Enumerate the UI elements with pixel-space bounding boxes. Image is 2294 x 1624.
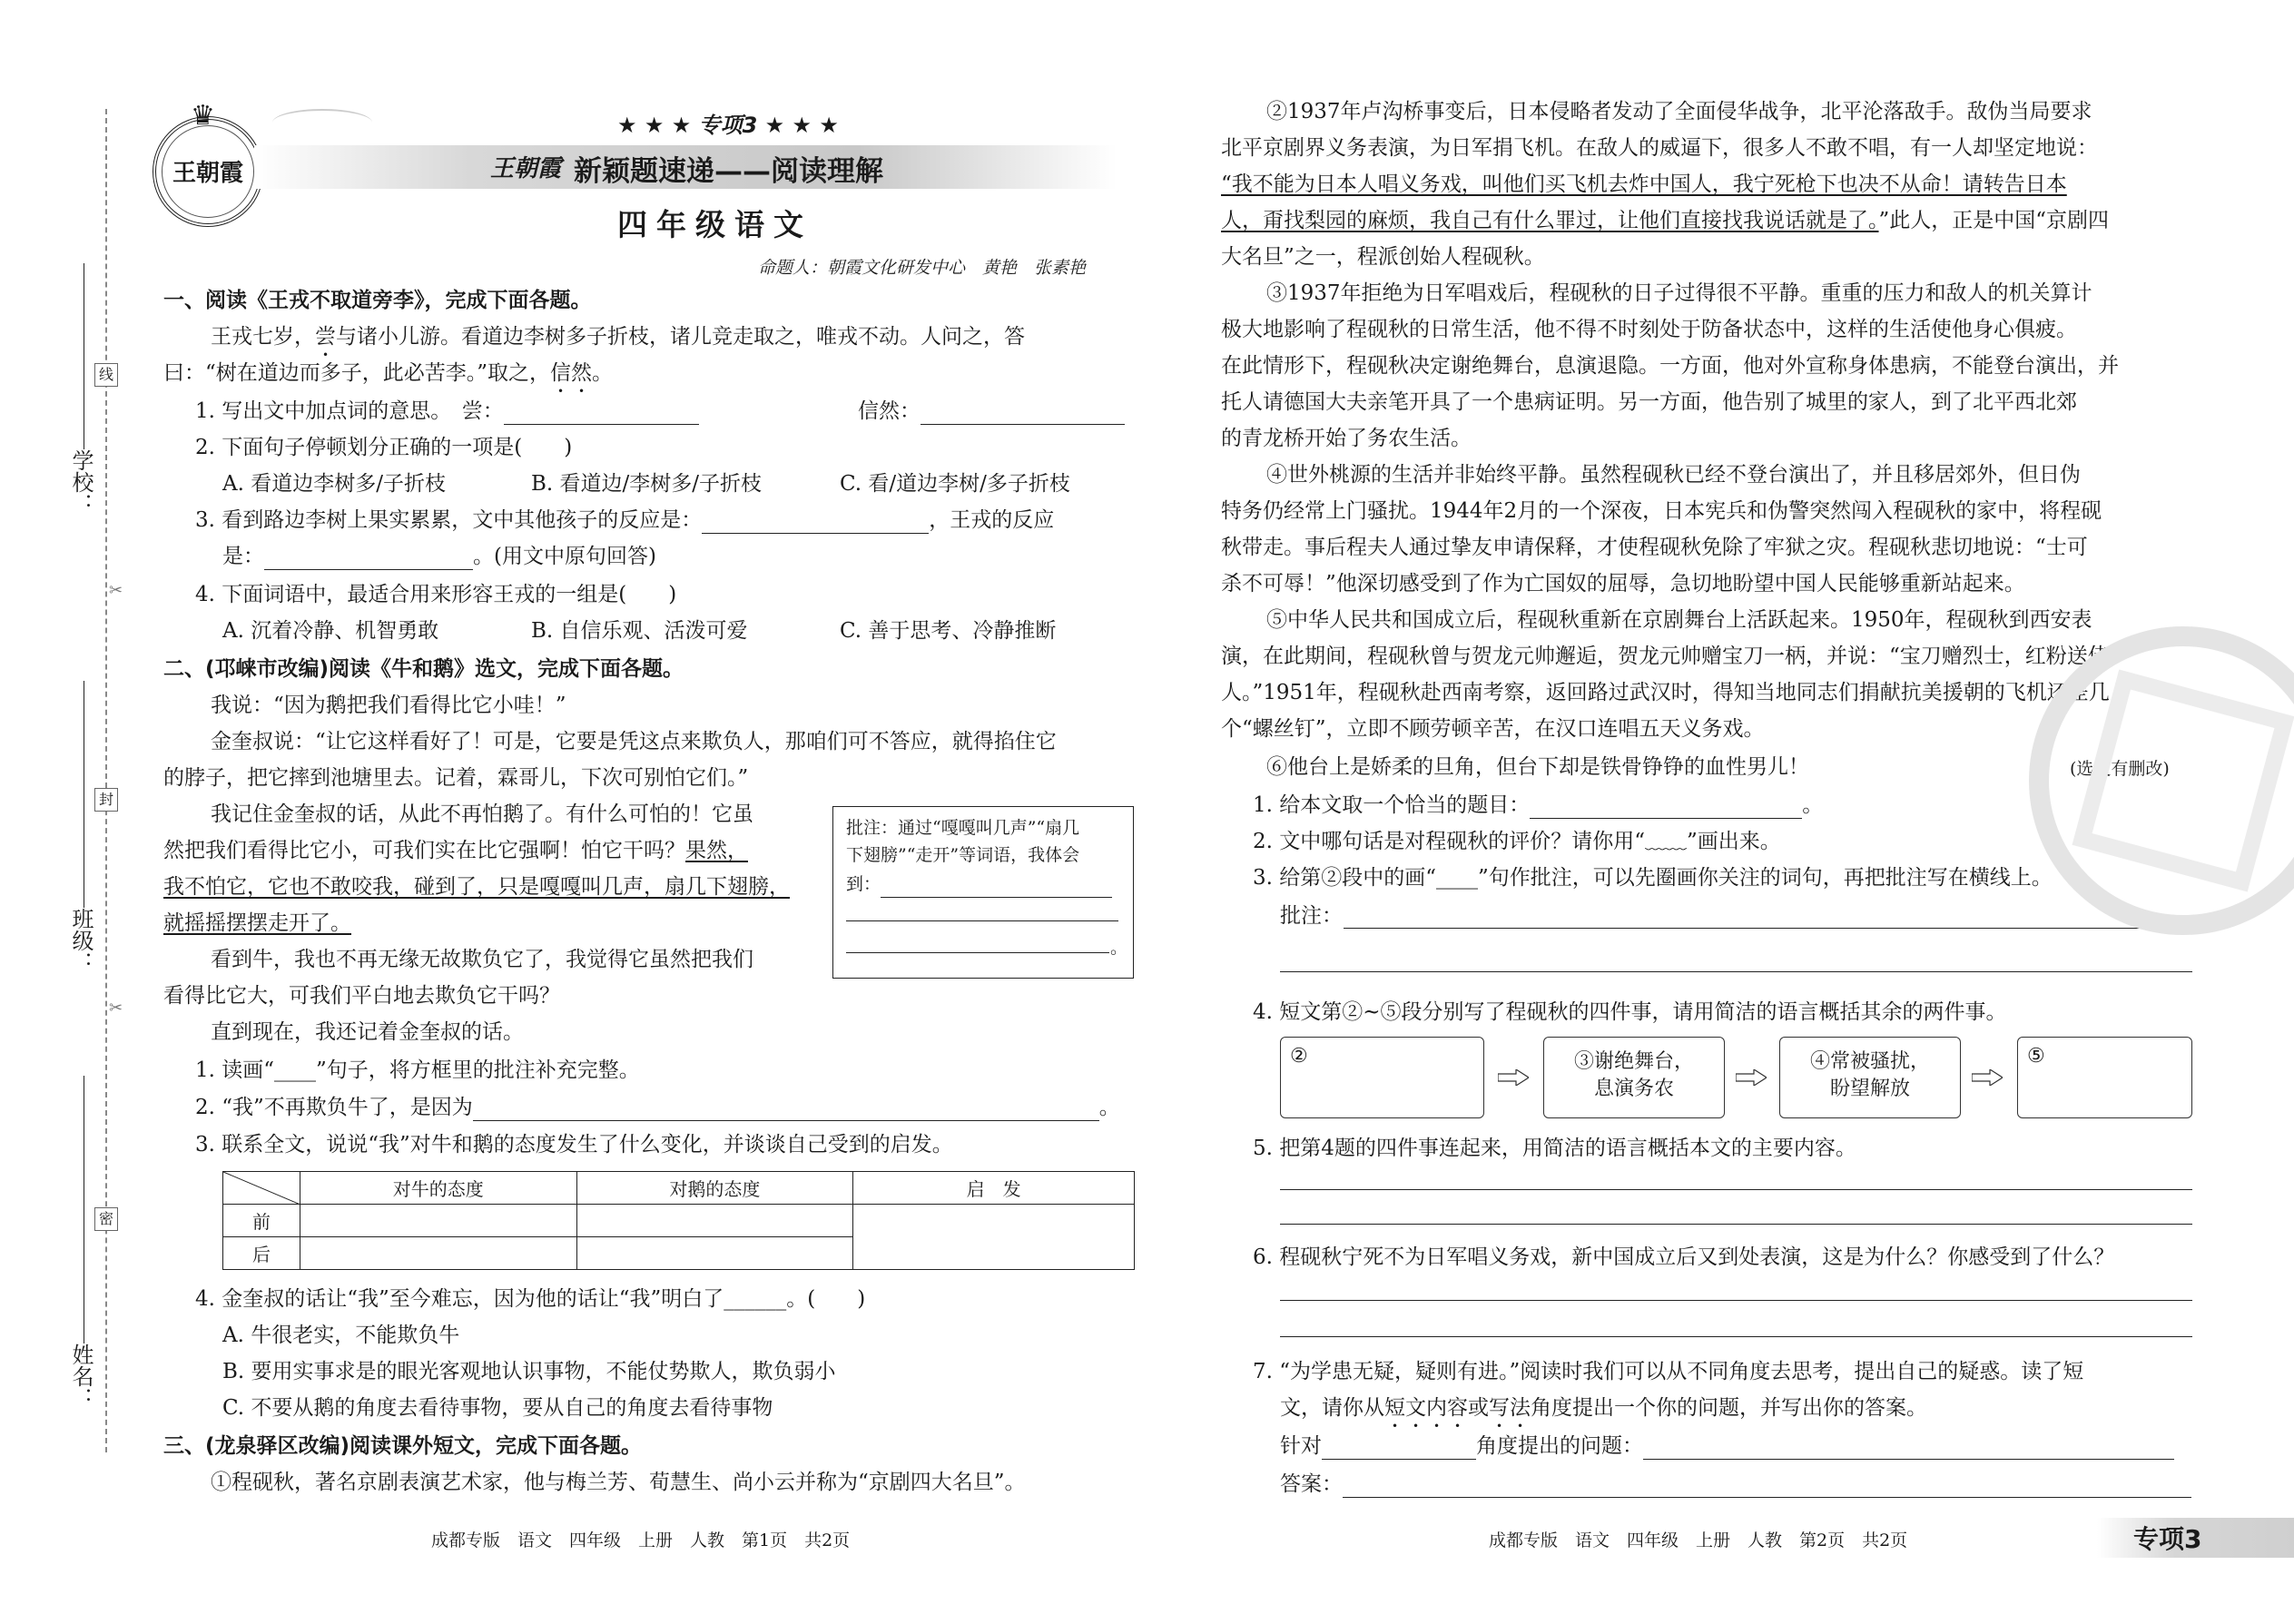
class-label: 班级： <box>68 908 94 973</box>
question-2: 2. 下面句子停顿划分正确的一项是( ) <box>195 436 573 459</box>
question-7-answer: 答案： <box>1280 1471 2191 1498</box>
stars-label: ★ ★ ★ 专项3 ★ ★ ★ <box>617 113 839 138</box>
table-cell[interactable] <box>853 1205 1135 1270</box>
ribbon-decoration <box>272 109 372 136</box>
question-7: 7. “为学患无疑，疑则有进。”阅读时我们可以从不同角度去思考，提出自己的疑惑。读了短 <box>1253 1360 2084 1383</box>
section-title: 一、阅读《王戎不取道旁李》，完成下面各题。 <box>163 289 592 312</box>
table-header: 启 发 <box>853 1172 1135 1205</box>
passage-line-underlined: 我不怕它，它也不敢咬我，碰到了，只是嘎嘎叫几声，扇几下翅膀， <box>163 875 790 899</box>
passage-line: 直到现在，我还记着金奎叔的话。 <box>211 1020 524 1044</box>
name-label: 姓名： <box>68 1343 94 1409</box>
answer-blank[interactable] <box>881 880 1112 898</box>
answer-blank[interactable] <box>1643 1442 2174 1460</box>
table-header: 对鹅的态度 <box>576 1172 853 1205</box>
question-4: 4. 短文第②~⑤段分别写了程砚秋的四件事，请用简洁的语言概括其余的两件事。 <box>1253 1000 2007 1024</box>
answer-line[interactable] <box>846 952 1109 953</box>
passage-line: 大名旦”之一，程派创始人程砚秋。 <box>1221 245 1545 269</box>
table-corner <box>223 1172 300 1205</box>
answer-line[interactable] <box>1280 1224 2192 1225</box>
passage-line: 王戎七岁，尝与诸小儿游。看道边李树多子折枝，诸儿竞走取之，唯戎不动。人问之，答 <box>211 325 1025 349</box>
option-b[interactable]: B. 要用实事求是的眼光客观地认识事物，不能仗势欺人，欺负弱小 <box>222 1360 836 1383</box>
footer-tag: 专项3 <box>2133 1524 2202 1554</box>
question-4: 4. 金奎叔的话让“我”至今难忘，因为他的话让“我”明白了______。( ) <box>195 1287 866 1311</box>
passage-line: 然把我们看得比它小，可我们实在比它强啊！怕它干吗？果然， <box>163 839 748 862</box>
passage-line: 曰：“树在道边而多子，此必苦李。”取之，信然。 <box>163 361 614 385</box>
passage-line: 人，甭找梨园的麻烦，我自己有什么罪过，让他们直接找我说话就是了。”此人，正是中国“京剧四 <box>1221 209 2110 232</box>
answer-blank[interactable] <box>504 407 699 425</box>
question-5: 5. 把第4题的四件事连起来，用简洁的语言概括本文的主要内容。 <box>1253 1137 1856 1160</box>
passage-line: 的青龙桥开始了务农生活。 <box>1221 427 1472 450</box>
scissors-icon: ✂ <box>109 999 123 1018</box>
option-c[interactable]: C. 善于思考、冷静推断 <box>840 619 1057 643</box>
passage-line: 秋带走。事后程夫人通过挚友申请保释，才使程砚秋免除了牢狱之灾。程砚秋悲切地说：“士可 <box>1221 536 2088 559</box>
passage-line: 看得比它大，可我们平白地去欺负它干吗？ <box>163 984 560 1008</box>
passage-line: ⑤中华人民共和国成立后，程砚秋重新在京剧舞台上活跃起来。1950年，程砚秋到西安表 <box>1266 608 2092 632</box>
table-row-label: 前 <box>223 1205 300 1237</box>
passage-line: 杀不可辱！”他深切感受到了作为亡国奴的屈辱，急切地盼望中国人民能够重新站起来。 <box>1221 572 2025 595</box>
school-label: 学校： <box>68 449 94 515</box>
answer-blank[interactable] <box>1322 1442 1476 1460</box>
passage-line: 特务仍经常上门骚扰。1944年2月的一个深夜，日本宪兵和伪警突然闯入程砚秋的家中，将程砚 <box>1221 499 2102 523</box>
passage-line-underlined: “我不能为日本人唱义务戏，叫他们买飞机去炸中国人，我宁死枪下也决不从命！请转告日本 <box>1221 172 2067 196</box>
passage-line: 演，在此期间，程砚秋曾与贺龙元帅邂逅，贺龙元帅赠宝刀一柄，并说：“宝刀赠烈士，红粉送佳 <box>1221 645 2109 668</box>
answer-blank[interactable] <box>921 407 1125 425</box>
footer-right: 成都专版 语文 四年级 上册 人教 第2页 共2页 <box>1489 1530 1908 1550</box>
brand-logo <box>153 100 263 227</box>
passage-line: ①程砚秋，著名京剧表演艺术家，他与梅兰芳、荀慧生、尚小云并称为“京剧四大名旦”。 <box>211 1471 1026 1494</box>
passage-line: ⑥他台上是娇柔的旦角，但台下却是铁骨铮铮的血性男儿！ <box>1266 755 1809 779</box>
section-title: 二、(邛崃市改编)阅读《牛和鹅》选文，完成下面各题。 <box>163 657 684 681</box>
note-text: 下翅膀”“走开”等词语，我体会 <box>846 845 1080 865</box>
question-4: 4. 下面词语中，最适合用来形容王戎的一组是( ) <box>195 583 677 606</box>
question-1: 1. 读画“____”句子，将方框里的批注补充完整。 <box>195 1058 640 1082</box>
passage-line: 极大地影响了程砚秋的日常生活，他不得不时刻处于防备状态中，这样的生活使他身心俱疲。 <box>1221 318 2077 341</box>
question-6: 6. 程砚秋宁死不为日军唱义务戏，新中国成立后又到处表演，这是为什么？你感受到了什么？ <box>1253 1245 2115 1269</box>
authors: 命题人：朝霞文化研发中心 黄艳 张素艳 <box>758 258 1087 278</box>
grade-title: 四年级语文 <box>617 207 812 242</box>
answer-line[interactable] <box>846 920 1118 921</box>
passage-line: 人。”1951年，程砚秋赴西南考察，返回路过武汉时，得知当地同志们捐献抗美援朝的飞机还差几 <box>1221 681 2110 704</box>
table-header: 对牛的态度 <box>300 1172 576 1205</box>
note-text: 批注：通过“嘎嘎叫几声”“扇几 <box>846 818 1080 838</box>
question-1: 1. 给本文取一个恰当的题目： 。 <box>1253 793 1824 817</box>
seal-xian: 线 <box>94 363 118 387</box>
option-a[interactable]: A. 牛很老实，不能欺负牛 <box>222 1324 460 1347</box>
footer-left: 成都专版 语文 四年级 上册 人教 第1页 共2页 <box>431 1530 851 1550</box>
answer-line[interactable] <box>1280 971 2192 972</box>
answer-line[interactable] <box>1280 1189 2192 1190</box>
flow-box-5[interactable]: ⑤ <box>2017 1037 2192 1118</box>
passage-line: 北平京剧界义务表演，为日军捐飞机。在敌人的威逼下，很多人不敢不唱，有一人却坚定地说： <box>1221 136 2098 160</box>
answer-blank[interactable] <box>473 1103 1099 1121</box>
annotation-label: 批注： <box>1280 904 1343 928</box>
answer-blank[interactable] <box>702 516 929 534</box>
crown-icon: ♛ <box>191 100 215 132</box>
option-a[interactable]: A. 看道边李树多/子折枝 <box>222 472 446 496</box>
passage-line: 的脖子，把它摔到池塘里去。记着，霖哥儿，下次可别怕它们。” <box>163 766 749 790</box>
answer-blank[interactable] <box>1530 801 1802 819</box>
passage-line: ②1937年卢沟桥事变后，日本侵略者发动了全面侵华战争，北平沦落敌手。敌伪当局要求 <box>1266 100 2092 123</box>
question-1: 1. 写出文中加点词的意思。 尝： <box>195 398 699 425</box>
answer-line[interactable] <box>1280 1336 2192 1337</box>
attitude-table <box>222 1171 1135 1270</box>
brand-logo-text: 王朝霞 <box>172 160 243 187</box>
answer-blank[interactable] <box>1343 1480 2191 1498</box>
question-7-target: 针对 角度提出的问题： <box>1280 1432 2174 1460</box>
binding-dashed-line <box>105 109 107 1452</box>
seal-mi: 密 <box>94 1207 118 1231</box>
note-end: 。 <box>1110 938 1128 958</box>
table-cell[interactable] <box>300 1237 576 1270</box>
passage-line: 我记住金奎叔的话，从此不再怕鹅了。有什么可怕的！它虽 <box>211 802 753 826</box>
banner-title: 新颖题速递——阅读理解 <box>574 155 883 188</box>
passage-line: ③1937年拒绝为日军唱戏后，程砚秋的日子过得很不平静。重重的压力和敌人的机关算计 <box>1266 281 2092 305</box>
question-3-cont: 是： 。(用文中原句回答) <box>222 545 656 568</box>
table-cell[interactable] <box>576 1205 853 1237</box>
flow-box-3: ③谢绝舞台， 息演务农 <box>1543 1037 1725 1118</box>
answer-blank[interactable] <box>264 552 473 570</box>
scissors-icon: ✂ <box>109 581 123 600</box>
question-3: 3. 联系全文，说说“我”对牛和鹅的态度发生了什么变化，并谈谈自己受到的启发。 <box>195 1133 953 1156</box>
source-note: (选文有删改) <box>2070 759 2170 779</box>
passage-line: ④世外桃源的生活并非始终平静。虽然程砚秋已经不登台演出了，并且移居郊外，但日伪 <box>1266 463 2081 487</box>
passage-line: 看到牛，我也不再无缘无故欺负它了，我觉得它虽然把我们 <box>211 948 753 971</box>
option-c[interactable]: C. 看/道边李树/多子折枝 <box>840 472 1070 496</box>
arrow-right-icon <box>1972 1069 2003 1086</box>
brand-name: 王朝霞 <box>490 155 562 182</box>
table-cell[interactable] <box>576 1237 853 1270</box>
table-row-label: 后 <box>223 1237 300 1270</box>
option-b[interactable]: B. 自信乐观、活泼可爱 <box>531 619 748 643</box>
section-title: 三、(龙泉驿区改编)阅读课外短文，完成下面各题。 <box>163 1434 643 1458</box>
question-1-part2: 信然： <box>858 398 1125 425</box>
question-2: 2. “我”不再欺负牛了，是因为 。 <box>195 1096 1120 1119</box>
passage-line: 金奎叔说：“让它这样看好了！可是，它要是凭这点来欺负人，那咱们可不答应，就得掐住它 <box>211 730 1057 753</box>
arrow-right-icon <box>1736 1069 1767 1086</box>
passage-line: 个“螺丝钉”，立即不顾劳顿辛苦，在汉口连唱五天义务戏。 <box>1221 717 1765 741</box>
arrow-right-icon <box>1498 1069 1529 1086</box>
table-cell[interactable] <box>300 1205 576 1237</box>
question-7-cont: 文，请你从短文内容或写法角度提出一个你的问题，并写出你的答案。 <box>1280 1396 1927 1420</box>
passage-line: 在此情形下，程砚秋决定谢绝舞台，息演退隐。一方面，他对外宣称身体患病，不能登台演出，并 <box>1221 354 2119 378</box>
option-c[interactable]: C. 不要从鹅的角度去看待事物，要从自己的角度去看待事物 <box>222 1396 773 1420</box>
answer-line[interactable] <box>1280 1300 2192 1301</box>
question-2: 2. 文中哪句话是对程砚秋的评价？请你用“﹏﹏”画出来。 <box>1253 830 1781 853</box>
option-b[interactable]: B. 看道边/李树多/子折枝 <box>531 472 763 496</box>
flow-box-2[interactable]: ② <box>1280 1037 1484 1118</box>
question-3: 3. 给第②段中的画“____”句作批注，可以先圈画你关注的词句，再把批注写在横线上。 <box>1253 866 2053 890</box>
flow-box-4: ④常被骚扰， 盼望解放 <box>1779 1037 1961 1118</box>
annotation-box <box>832 806 1134 979</box>
passage-line-underlined: 就摇摇摆摆走开了。 <box>163 911 351 935</box>
seal-feng: 封 <box>94 788 118 812</box>
answer-line[interactable] <box>1344 928 2192 929</box>
question-3: 3. 看到路边李树上果实累累，文中其他孩子的反应是： ，王戎的反应 <box>195 508 1055 532</box>
option-a[interactable]: A. 沉着冷静、机智勇敢 <box>222 619 439 643</box>
passage-line: 托人请德国大夫亲笔开具了一个患病证明。另一方面，他告别了城里的家人，到了北平西北郊 <box>1221 390 2077 414</box>
passage-line: 我说：“因为鹅把我们看得比它小哇！” <box>211 694 566 717</box>
note-text: 到： <box>846 871 1112 898</box>
